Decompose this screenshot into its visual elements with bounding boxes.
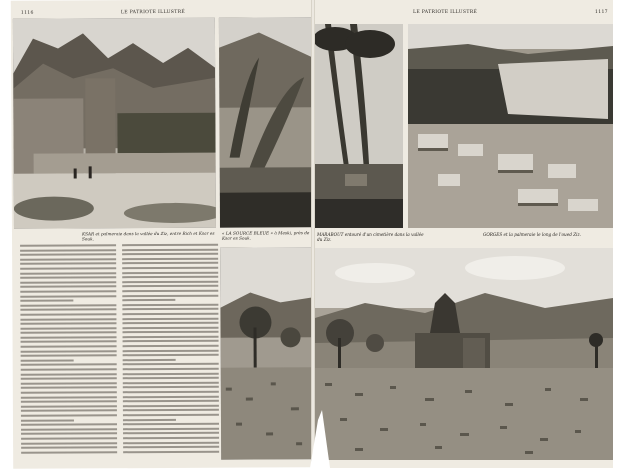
text-line	[123, 345, 219, 348]
left-page	[11, 0, 314, 469]
text-line	[20, 295, 116, 298]
text-line	[20, 322, 116, 325]
text-line	[123, 450, 219, 453]
text-line	[21, 391, 117, 394]
text-line	[20, 286, 116, 289]
text-line	[21, 359, 74, 361]
text-line	[123, 359, 176, 361]
text-line	[21, 350, 117, 353]
text-line	[123, 386, 219, 389]
text-line	[20, 281, 116, 284]
text-line	[123, 395, 219, 398]
text-line	[21, 354, 117, 357]
text-line	[123, 400, 219, 403]
text-line	[123, 363, 219, 366]
text-line	[21, 373, 117, 376]
text-line	[122, 313, 218, 316]
text-line	[122, 276, 218, 279]
photo-source-bleue-left	[219, 17, 313, 227]
text-line	[122, 248, 218, 251]
text-line	[21, 433, 117, 436]
text-line	[123, 382, 219, 385]
text-line	[123, 418, 176, 420]
text-line	[21, 423, 117, 426]
left-running-title: LE PATRIOTE ILLUSTRÉ	[120, 9, 185, 16]
text-line	[21, 382, 117, 385]
text-line	[21, 437, 117, 440]
text-line	[123, 391, 219, 394]
center-gutter	[311, 0, 315, 468]
text-line	[123, 409, 219, 412]
text-line	[20, 263, 116, 266]
text-line	[21, 396, 117, 399]
text-line	[122, 326, 218, 329]
text-line	[21, 400, 117, 403]
text-line	[21, 336, 117, 339]
text-line	[123, 336, 219, 339]
text-line	[123, 441, 219, 444]
right-page	[313, 0, 613, 468]
text-line	[122, 257, 218, 260]
text-line	[123, 423, 219, 426]
right-running-title: LE PATRIOTE ILLUSTRÉ	[413, 10, 478, 15]
text-line	[20, 290, 116, 293]
text-line	[20, 313, 116, 316]
photo-gorges	[408, 24, 613, 228]
caption-ksar: KSAR et palmeraie dans la vallée du Ziz, entre Rich et Ksar es Souk.	[81, 230, 215, 242]
text-line	[21, 387, 117, 390]
text-line	[122, 317, 218, 320]
text-line	[20, 309, 116, 312]
text-line	[21, 368, 117, 371]
text-line	[123, 354, 219, 357]
caption-marabout: MARABOUT entouré d'un cimetière dans la vallée du Ziz.	[317, 232, 424, 242]
article-column-2	[122, 244, 219, 456]
text-line	[123, 349, 219, 352]
text-line	[21, 364, 117, 367]
text-line	[20, 267, 116, 270]
text-line	[122, 285, 218, 288]
text-line	[21, 332, 117, 335]
text-line	[122, 244, 218, 247]
text-line	[21, 341, 117, 344]
photo-marabout	[315, 248, 613, 460]
right-page-number: 1117	[595, 10, 608, 15]
text-line	[123, 368, 219, 371]
text-line	[20, 304, 116, 307]
caption-gorges: GORGES et la palmeraie le long de l'oued Ziz.	[483, 232, 581, 237]
text-line	[123, 404, 219, 407]
left-page-number: 1116	[20, 10, 34, 16]
text-line	[20, 272, 116, 275]
text-line	[20, 253, 116, 256]
text-line	[20, 327, 116, 330]
text-line	[122, 294, 218, 297]
text-line	[123, 331, 219, 334]
text-line	[123, 377, 219, 380]
text-line	[122, 303, 218, 306]
photo-source-bleue-right	[315, 24, 403, 228]
text-line	[21, 345, 117, 348]
caption-source-bleue: « LA SOURCE BLEUE » à Meski, près de Ksar es Souk.	[221, 230, 310, 241]
text-line	[122, 299, 175, 301]
text-line	[21, 410, 117, 413]
text-line	[21, 377, 117, 380]
text-line	[20, 300, 73, 302]
text-line	[122, 253, 218, 256]
text-line	[21, 451, 117, 454]
torn-fold	[300, 410, 340, 468]
text-line	[122, 308, 218, 311]
text-line	[123, 372, 219, 375]
text-line	[21, 405, 117, 408]
text-line	[123, 414, 219, 417]
text-line	[20, 244, 116, 247]
text-line	[122, 267, 218, 270]
text-line	[123, 446, 219, 449]
text-line	[21, 442, 117, 445]
text-line	[20, 318, 116, 321]
text-line	[123, 432, 219, 435]
text-line	[122, 262, 218, 265]
text-line	[21, 414, 117, 417]
text-line	[122, 280, 218, 283]
text-line	[21, 419, 74, 421]
text-line	[123, 437, 219, 440]
text-line	[122, 271, 218, 274]
text-line	[20, 276, 116, 279]
text-line	[122, 322, 218, 325]
text-line	[20, 258, 116, 261]
text-line	[122, 290, 218, 293]
article-column-1	[20, 244, 117, 456]
text-line	[123, 340, 219, 343]
text-line	[123, 427, 219, 430]
photo-ksar	[13, 18, 216, 229]
text-line	[21, 428, 117, 431]
text-line	[21, 446, 117, 449]
text-line	[20, 249, 116, 252]
